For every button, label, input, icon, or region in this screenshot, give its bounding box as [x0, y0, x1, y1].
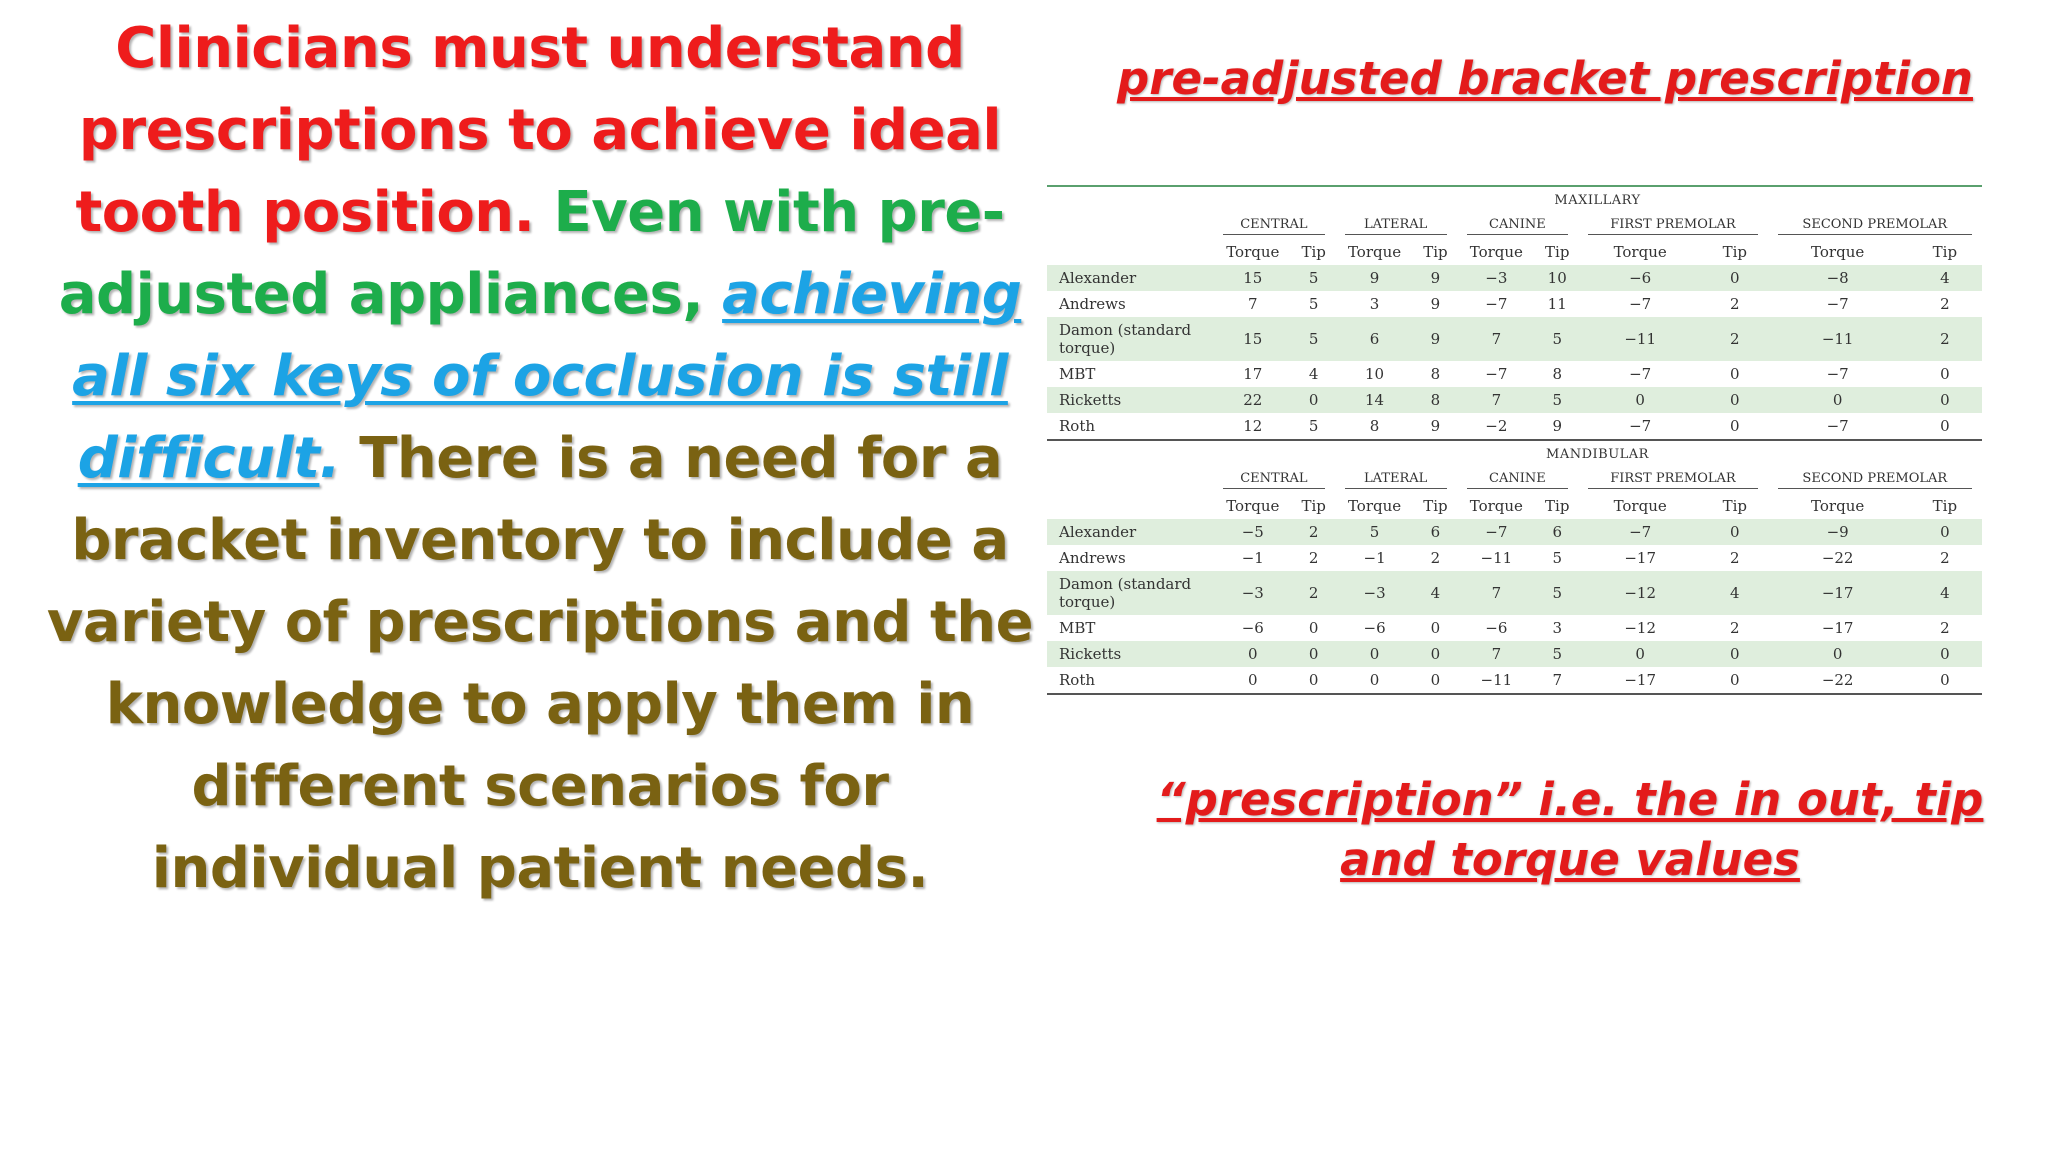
table-cell: 22 — [1213, 387, 1293, 413]
table-cell: 5 — [1293, 317, 1335, 361]
tip-header: Tip — [1722, 497, 1747, 515]
table-cell: −22 — [1768, 667, 1908, 694]
table-cell: 0 — [1702, 413, 1768, 440]
table-cell: 7 — [1248, 295, 1258, 313]
table-cell: −12 — [1578, 571, 1702, 615]
table-cell: 5 — [1536, 571, 1578, 615]
text-clinicians: Clinicians must understand prescriptions to achieve ideal tooth position. — [75, 16, 1002, 245]
table-cell: −11 — [1480, 549, 1513, 567]
table-cell: 0 — [1908, 641, 1982, 667]
table-cell: 0 — [1414, 641, 1456, 667]
table-cell: 0 — [1768, 387, 1908, 413]
tooth-group-header — [1768, 467, 1982, 493]
table-row — [1047, 387, 1982, 413]
table-cell: −6 — [1485, 619, 1508, 637]
table-cell: 0 — [1702, 667, 1768, 694]
table-cell: −7 — [1768, 413, 1908, 440]
table-cell: 2 — [1940, 619, 1950, 637]
table-cell: 10 — [1536, 265, 1578, 291]
table-cell: 7 — [1536, 667, 1578, 694]
table-cell: −2 — [1457, 413, 1537, 440]
table-cell: 0 — [1578, 387, 1702, 413]
table-cell: 14 — [1335, 387, 1415, 413]
table-cell: 5 — [1536, 317, 1578, 361]
table-cell: 0 — [1702, 387, 1768, 413]
tooth-group-label: CENTRAL — [1223, 217, 1325, 235]
table-row — [1047, 361, 1982, 387]
prescription-name: Ricketts — [1047, 387, 1213, 413]
table-cell: 2 — [1908, 317, 1982, 361]
table-row — [1047, 641, 1982, 667]
table-cell: 17 — [1243, 365, 1263, 383]
tip-header: Tip — [1932, 497, 1958, 515]
table-row — [1047, 265, 1982, 291]
tip-header: Tip — [1545, 243, 1570, 261]
table-cell: −11 — [1768, 317, 1908, 361]
table-cell: 9 — [1335, 265, 1415, 291]
table-cell: 2 — [1730, 619, 1740, 637]
table-cell: 0 — [1768, 641, 1908, 667]
table-cell: −8 — [1768, 265, 1908, 291]
table-cell: 2 — [1730, 549, 1740, 567]
tooth-group-header — [1768, 213, 1982, 239]
prescription-name: Damon (standard torque) — [1047, 317, 1213, 361]
table-cell: 0 — [1335, 667, 1415, 694]
table-cell: −11 — [1457, 667, 1537, 694]
table-caption: “prescription” i.e. the in out, tip and torque values — [1156, 773, 1984, 886]
table-cell: 0 — [1908, 413, 1982, 440]
torque-header: Torque — [1226, 497, 1280, 515]
tooth-group-label: CANINE — [1467, 471, 1569, 489]
table-cell: −7 — [1578, 413, 1702, 440]
table-cell: −1 — [1241, 549, 1264, 567]
tooth-group-label: SECOND PREMOLAR — [1778, 217, 1972, 235]
table-cell: 11 — [1547, 295, 1567, 313]
table-cell: 0 — [1940, 365, 1950, 383]
table-cell: 0 — [1293, 641, 1335, 667]
table-cell: −11 — [1578, 317, 1702, 361]
prescription-name: Andrews — [1059, 295, 1126, 313]
table-title: pre-adjusted bracket prescription — [1117, 52, 1973, 105]
mandibular-header-row — [1047, 440, 1982, 467]
tooth-group-header — [1578, 213, 1767, 239]
tip-header: Tip — [1722, 243, 1747, 261]
table-cell: 0 — [1213, 641, 1293, 667]
table-cell: 5 — [1536, 641, 1578, 667]
table-cell: −17 — [1821, 619, 1854, 637]
tooth-group-header — [1335, 467, 1457, 493]
torque-header: Torque — [1811, 497, 1865, 515]
table-cell: −7 — [1826, 365, 1849, 383]
table-cell: 2 — [1293, 519, 1335, 545]
table-cell: −7 — [1629, 295, 1652, 313]
table-cell: −22 — [1821, 549, 1854, 567]
torque-header: Torque — [1613, 243, 1667, 261]
table-cell: 6 — [1335, 317, 1415, 361]
tooth-group-header — [1578, 467, 1767, 493]
table-row — [1047, 667, 1982, 694]
table-cell: 7 — [1457, 317, 1537, 361]
table-cell: −17 — [1768, 571, 1908, 615]
table-cell: 0 — [1293, 667, 1335, 694]
tip-header: Tip — [1423, 497, 1448, 515]
table-cell: −3 — [1457, 265, 1537, 291]
table-row — [1047, 519, 1982, 545]
table-row — [1047, 291, 1982, 317]
tooth-group-label: CANINE — [1467, 217, 1569, 235]
text-bracket-inventory: There is a need for a bracket inventory to include a variety of prescriptions and the knowledge to apply them in different scenarios for individual patient needs. — [46, 426, 1034, 901]
table-cell: 2 — [1702, 317, 1768, 361]
table-cell: 9 — [1414, 413, 1456, 440]
maxillary-group-row — [1047, 213, 1982, 239]
table-cell: −7 — [1629, 365, 1652, 383]
prescription-name: Damon (standard torque) — [1047, 571, 1213, 615]
prescription-table — [1047, 185, 1982, 695]
torque-header: Torque — [1469, 497, 1523, 515]
prescription-name: MBT — [1059, 365, 1096, 383]
table-cell: −17 — [1624, 549, 1656, 567]
maxillary-subhead-row — [1047, 239, 1982, 265]
table-row — [1047, 413, 1982, 440]
table-cell: 5 — [1536, 387, 1578, 413]
table-cell: −3 — [1335, 571, 1415, 615]
corner-cell — [1047, 493, 1213, 519]
tooth-group-header — [1213, 467, 1335, 493]
table-cell: 4 — [1908, 265, 1982, 291]
tooth-group-label: LATERAL — [1345, 217, 1447, 235]
tooth-group-header — [1335, 213, 1457, 239]
tip-header: Tip — [1423, 243, 1448, 261]
table-cell: −1 — [1363, 549, 1386, 567]
table-cell: 15 — [1213, 317, 1293, 361]
mandibular-label: MANDIBULAR — [1213, 440, 1982, 467]
table-cell: 8 — [1552, 365, 1562, 383]
text-six-keys-period: . — [319, 426, 341, 491]
corner-cell — [1047, 239, 1213, 265]
table-cell: −7 — [1826, 295, 1849, 313]
torque-header: Torque — [1226, 243, 1280, 261]
table-cell: 9 — [1414, 265, 1456, 291]
table-cell: 15 — [1213, 265, 1293, 291]
table-cell: −9 — [1768, 519, 1908, 545]
table-cell: 9 — [1430, 295, 1441, 313]
torque-header: Torque — [1469, 243, 1523, 261]
tooth-group-header — [1457, 467, 1579, 493]
table-cell: 0 — [1335, 641, 1415, 667]
table-cell: 6 — [1414, 519, 1456, 545]
tooth-group-label: SECOND PREMOLAR — [1778, 471, 1972, 489]
table-cell: 9 — [1536, 413, 1578, 440]
table-cell: 2 — [1308, 549, 1319, 567]
table-row — [1047, 545, 1982, 571]
prescription-name: Roth — [1047, 413, 1213, 440]
main-text — [40, 8, 1040, 910]
tooth-group-label: FIRST PREMOLAR — [1588, 217, 1757, 235]
table-cell: −6 — [1241, 619, 1264, 637]
table-cell: −12 — [1624, 619, 1656, 637]
prescription-name: Alexander — [1047, 265, 1213, 291]
table-cell: 4 — [1414, 571, 1456, 615]
maxillary-header-row — [1047, 186, 1982, 213]
table-cell: 5 — [1293, 265, 1335, 291]
table-cell: 9 — [1414, 317, 1456, 361]
table-cell: 0 — [1293, 387, 1335, 413]
corner-cell — [1047, 213, 1213, 239]
table-cell: 0 — [1578, 641, 1702, 667]
table-cell: −7 — [1578, 519, 1702, 545]
table-cell: 0 — [1702, 519, 1768, 545]
tooth-group-header — [1213, 213, 1335, 239]
table-cell: 4 — [1908, 571, 1982, 615]
table-cell: −6 — [1363, 619, 1386, 637]
table-cell: 3 — [1552, 619, 1562, 637]
table-cell: 5 — [1552, 549, 1562, 567]
table-cell: 0 — [1730, 365, 1740, 383]
table-cell: −17 — [1578, 667, 1702, 694]
table-cell: 0 — [1908, 387, 1982, 413]
table-cell: 8 — [1430, 365, 1441, 383]
text-six-keys: achieving all six keys of occlusion is still difficult — [72, 262, 1022, 491]
prescription-name: MBT — [1059, 619, 1096, 637]
tip-header: Tip — [1301, 497, 1326, 515]
table-cell: 5 — [1293, 413, 1335, 440]
table-cell: 2 — [1730, 295, 1740, 313]
tooth-group-label: CENTRAL — [1223, 471, 1325, 489]
table-cell: 2 — [1940, 295, 1950, 313]
table-cell: 0 — [1430, 619, 1441, 637]
table-cell: 0 — [1702, 641, 1768, 667]
table-cell: 0 — [1908, 519, 1982, 545]
tip-header: Tip — [1932, 243, 1958, 261]
table-cell: 2 — [1293, 571, 1335, 615]
prescription-table-figure — [1047, 185, 1982, 695]
maxillary-label: MAXILLARY — [1213, 186, 1982, 213]
tooth-group-label: LATERAL — [1345, 471, 1447, 489]
tooth-group-label: FIRST PREMOLAR — [1588, 471, 1757, 489]
prescription-name: Alexander — [1047, 519, 1213, 545]
torque-header: Torque — [1347, 497, 1402, 515]
table-cell: −5 — [1213, 519, 1293, 545]
prescription-name: Ricketts — [1047, 641, 1213, 667]
tip-header: Tip — [1301, 243, 1326, 261]
table-cell: 7 — [1457, 387, 1537, 413]
table-cell: 0 — [1414, 667, 1456, 694]
mandibular-group-row — [1047, 467, 1982, 493]
torque-header: Torque — [1347, 243, 1402, 261]
table-cell: −7 — [1485, 295, 1508, 313]
table-cell: 0 — [1702, 265, 1768, 291]
table-cell: 6 — [1536, 519, 1578, 545]
table-cell: 10 — [1365, 365, 1385, 383]
mandibular-subhead-row — [1047, 493, 1982, 519]
tip-header: Tip — [1545, 497, 1570, 515]
table-cell: 4 — [1702, 571, 1768, 615]
table-cell: 2 — [1430, 549, 1441, 567]
corner-cell — [1047, 467, 1213, 493]
prescription-name: Andrews — [1059, 549, 1126, 567]
table-cell: 5 — [1335, 519, 1415, 545]
table-cell: 2 — [1940, 549, 1950, 567]
corner-cell — [1047, 440, 1213, 467]
table-cell: 12 — [1213, 413, 1293, 440]
table-row — [1047, 317, 1982, 361]
tooth-group-header — [1457, 213, 1579, 239]
table-cell: 0 — [1213, 667, 1293, 694]
table-cell: 7 — [1457, 571, 1537, 615]
table-row — [1047, 615, 1982, 641]
table-cell: −7 — [1457, 519, 1537, 545]
corner-cell — [1047, 186, 1213, 213]
table-cell: −6 — [1578, 265, 1702, 291]
torque-header: Torque — [1811, 243, 1865, 261]
table-row — [1047, 571, 1982, 615]
table-cell: 0 — [1308, 619, 1319, 637]
table-cell: −7 — [1485, 365, 1508, 383]
table-cell: 8 — [1414, 387, 1456, 413]
text-pre-adjusted: Even with pre- adjusted appliances, — [58, 180, 1005, 327]
table-cell: 0 — [1908, 667, 1982, 694]
table-cell: 7 — [1457, 641, 1537, 667]
prescription-name: Roth — [1047, 667, 1213, 694]
table-cell: 8 — [1335, 413, 1415, 440]
table-cell: 5 — [1308, 295, 1319, 313]
table-cell: 3 — [1369, 295, 1380, 313]
table-cell: −3 — [1213, 571, 1293, 615]
torque-header: Torque — [1613, 497, 1667, 515]
table-cell: 4 — [1308, 365, 1319, 383]
